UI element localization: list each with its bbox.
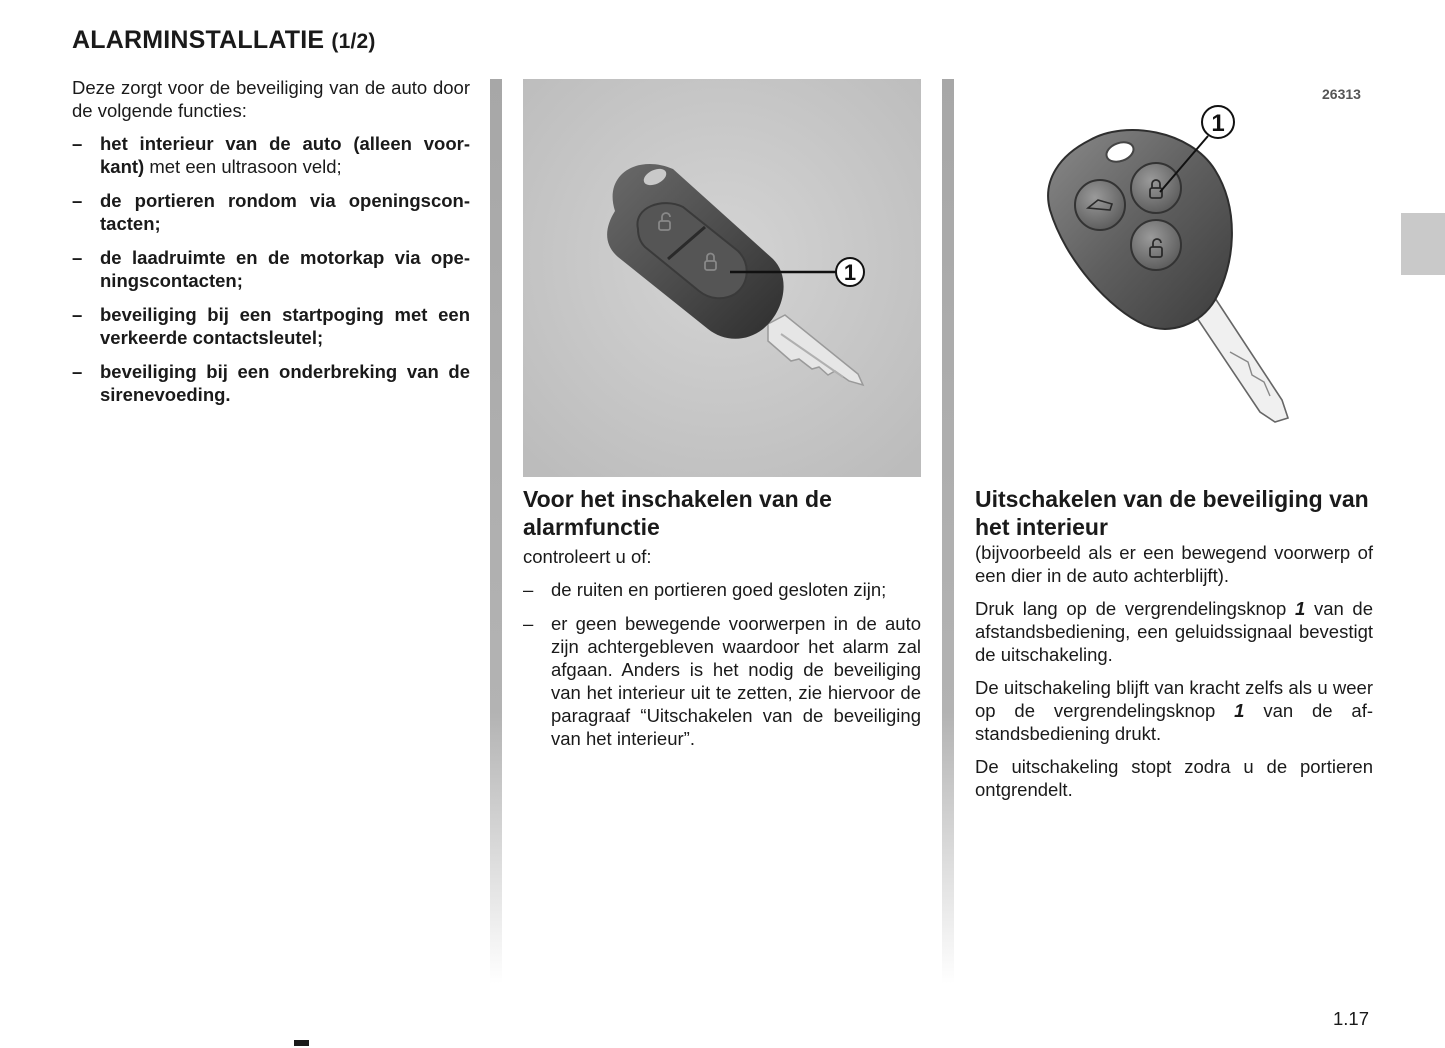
list-dash: –	[72, 304, 83, 325]
paragraph: De uitschakeling stopt zodra u de portieren ontgrendelt.	[975, 756, 1373, 800]
list-dash: –	[72, 247, 83, 268]
title-page-indicator: (1/2)	[331, 30, 376, 53]
list-item	[72, 303, 470, 349]
list-dash: –	[72, 361, 83, 382]
list-item-bold: beveiliging bij een onderbreking van de sirenevoeding.	[100, 361, 470, 405]
two-button-key-illustration	[523, 79, 921, 477]
list-dash: –	[72, 190, 83, 211]
deactivate-interior-section	[975, 485, 1373, 811]
list-item	[72, 246, 470, 292]
section-lead: controleert u of:	[523, 546, 652, 567]
list-dash: –	[523, 613, 534, 634]
section-heading: Uitschakelen van de beveiliging van het interieur	[975, 486, 1369, 540]
list-item	[523, 578, 921, 601]
column-divider	[942, 79, 954, 984]
lock-button	[1131, 163, 1181, 213]
list-dash: –	[72, 133, 83, 154]
paragraph	[975, 676, 1373, 745]
print-mark	[294, 1040, 309, 1046]
paragraph	[975, 597, 1373, 666]
check-list	[523, 578, 921, 750]
unlock-button	[1131, 220, 1181, 270]
list-item	[523, 612, 921, 750]
list-item	[72, 132, 470, 178]
list-dash: –	[523, 579, 534, 600]
paragraph-text: De uitschakeling blijft van kracht zelfs als u weer op de vergrendelingsknop	[975, 677, 1373, 721]
activate-alarm-section	[523, 485, 921, 761]
key-blade	[1195, 298, 1288, 422]
intro-text: Deze zorgt voor de beveiliging van de auto door de volgende functies:	[72, 77, 470, 121]
list-item-text: de ruiten en portieren goed gesloten zijn;	[551, 579, 887, 600]
list-item-normal: met een ultrasoon veld;	[144, 156, 342, 177]
title-text: ALARMINSTALLATIE	[72, 26, 325, 54]
page-number: 1.17	[1333, 1008, 1370, 1029]
list-item-bold: het interieur van de auto (alleen voor-kant)	[100, 133, 470, 177]
trunk-button	[1075, 180, 1125, 230]
callout-number: 1	[843, 260, 857, 285]
paragraph-text: Druk lang op de vergrendelingsknop	[975, 598, 1295, 619]
paragraph-text: van de af-standsbediening drukt.	[975, 700, 1374, 744]
three-button-key-illustration	[1020, 100, 1320, 440]
figure-reference-number: 26313	[1322, 86, 1361, 102]
function-list	[72, 132, 470, 406]
callout-number: 1	[1211, 110, 1225, 137]
list-item-bold: de laadruimte en de motorkap via ope-ningscontacten;	[100, 247, 470, 291]
paragraph-text: van de afstandsbediening, een geluidssignaal bevestigt de uitschakeling.	[975, 598, 1374, 665]
intro-column	[72, 76, 470, 417]
page-title	[72, 26, 376, 55]
list-item-bold: de portieren rondom via openingscon-tacten;	[100, 190, 470, 234]
button-reference: 1	[1294, 598, 1306, 619]
list-item-text: er geen bewegende voorwerpen in de auto zijn achtergebleven waardoor het alarm zal afgaan. Anders is het nodig de beveiliging van het interieur uit te zetten, zie hiervoor de paragraaf “Uitschakelen van de beveiliging van het interieur”.	[551, 613, 921, 749]
button-reference: 1	[1234, 700, 1245, 721]
section-tab-marker	[1401, 213, 1445, 275]
key-photo	[523, 79, 921, 477]
column-divider	[490, 79, 502, 984]
list-item	[72, 189, 470, 235]
section-heading: Voor het inschakelen van de alarmfunctie	[523, 486, 832, 540]
list-item	[72, 360, 470, 406]
section-note: (bijvoorbeeld als er een bewegend voorwerp of een dier in de auto achterblijft).	[975, 542, 1373, 586]
list-item-bold: beveiliging bij een startpoging met een verkeerde contactsleutel;	[100, 304, 470, 348]
